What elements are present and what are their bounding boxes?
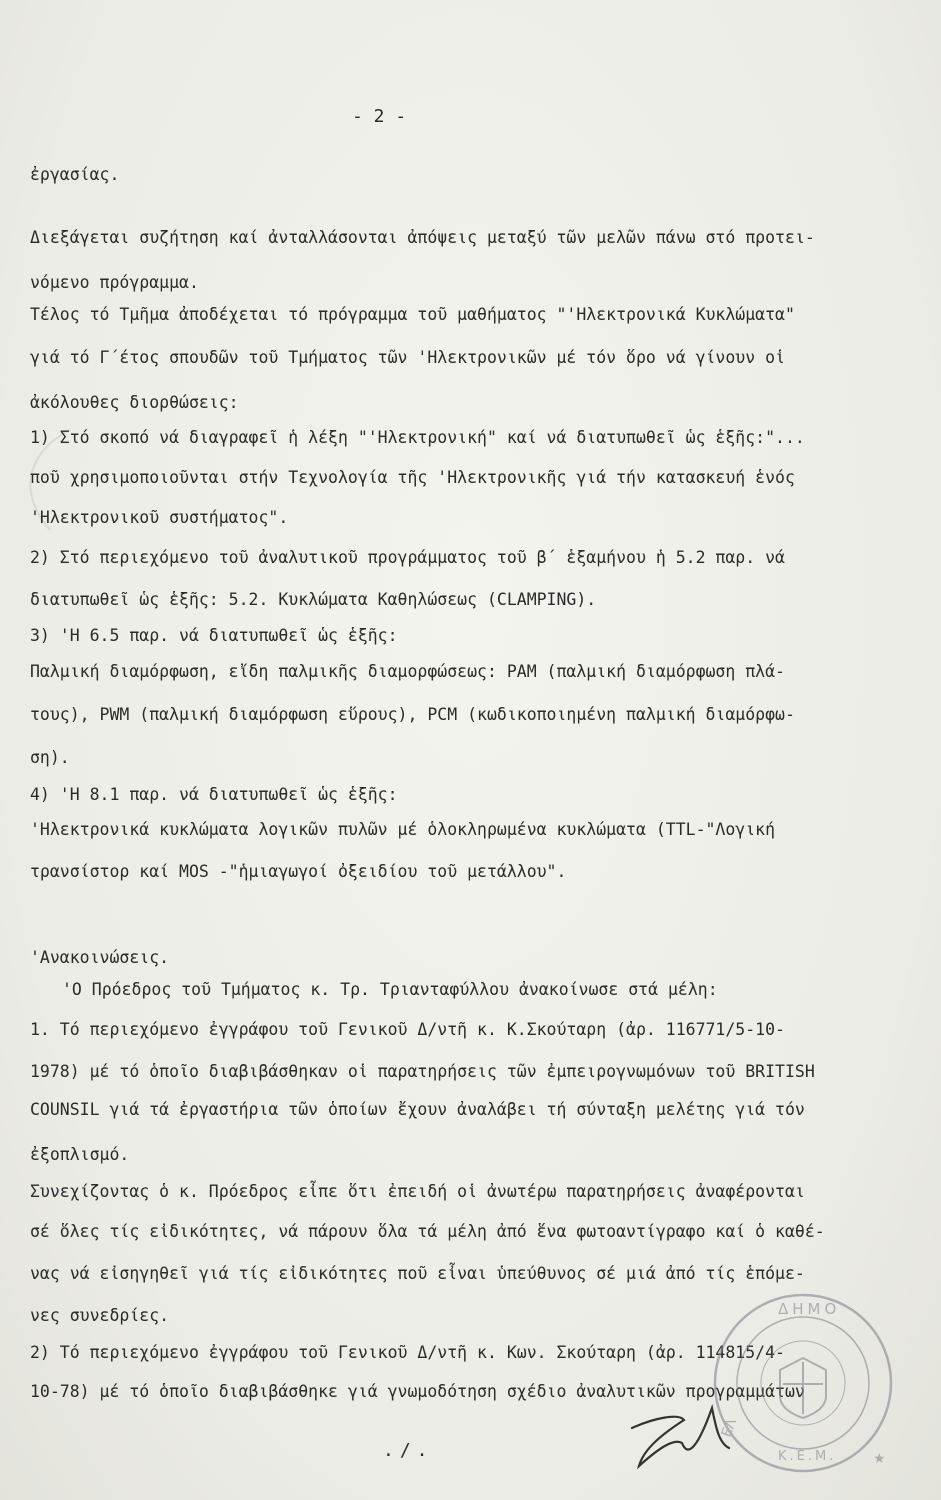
document-page: - 2 - ἐργασίας. Διεξάγεται συζήτηση καί ἀνταλλάσονται ἀπόψεις μεταξύ τῶν μελῶν πάνω στό προτει- νόμενο πρόγραμμα. Τέλος τό Τμῆμα ἀποδέχεται τό πρόγραμμα τοῦ μαθήματος "'Ηλεκτρονικά Κυκλώματα" γιά τό Γ΄έτος σπουδῶν τοῦ Τμήματος τῶν 'Ηλεκτρονικῶν μέ τόν ὅρο νά γίνουν οἱ ἀκόλουθες διορθώσεις: 1) Στό σκοπό νά διαγραφεῖ ἡ λέξη "'Ηλεκτρονική" καί νά διατυπωθεῖ ὡς ἑξῆς:"... ποῦ χρησιμοποιοῦνται στήν Τεχνολογία τῆς 'Ηλεκτρονικῆς γιά τήν κατασκευή ἑνός 'Ηλεκτρονικοῦ συστήματος". 2) Στό περιεχόμενο τοῦ ἀναλυτικοῦ προγράμματος τοῦ β΄ ἑξαμήνου ἡ 5.2 παρ. νά διατυπωθεῖ ὡς ἑξῆς: 5.2. Κυκλώματα Καθηλώσεως (CLAMPING). 3) 'Η 6.5 παρ. νά διατυπωθεῖ ὡς ἑξῆς: Παλμική διαμόρφωση, εἴδη παλμικῆς διαμορφώσεως: PAM (παλμική διαμόρφωση πλά- τους), PWM (παλμική διαμόρφωση εὕρους), PCM (κωδικοποιημένη παλμική διαμόρφω- ση). 4) 'Η 8.1 παρ. νά διατυπωθεῖ ὡς ἑξῆς: 'Ηλεκτρονικά κυκλώματα λογικῶν πυλῶν μέ ὁλοκληρωμένα κυκλώματα (TTL-"Λογική τρανσίστορ καί MOS -"ἡμιαγωγοί ὀξειδίου τοῦ μετάλλου". 'Ανακοινώσεις. 'Ο Πρόεδρος τοῦ Τμήματος κ. Τρ. Τριανταφύλλου ἀνακοίνωσε στά μέλη: 1. Τό περιεχόμενο ἐγγράφου τοῦ Γενικοῦ Δ/ντῆ κ. Κ.Σκούταρη (ἀρ. 116771/5-10- 1978) μέ τό ὁποῖο διαβιβάσθηκαν οἱ παρατηρήσεις τῶν ἐμπειρογνωμόνων τοῦ BRITISH COUNSIL γιά τά ἐργαστήρια τῶν ὁποίων ἔχουν ἀναλάβει τή σύνταξη μελέτης γιά τόν ἐξοπλισμό. Συνεχίζοντας ὁ κ. Πρόεδρος εἶπε ὅτι ἐπειδή οἱ ἀνωτέρω παρατηρήσεις ἀναφέρονται σέ ὅλες τίς εἰδικότητες, νά πάρουν ὅλα τά μέλη ἀπό ἕνα φωτοαντίγραφο καί ὁ καθέ- νας νά εἰσηγηθεῖ γιά τίς εἰδικότητες ποῦ εἶναι ὑπεύθυνος σέ μιά ἀπό τίς ἑπόμε- νες συνεδρίες. 2) Τό περιεχόμενο ἐγγράφου τοῦ Γενικοῦ Δ/ντῆ κ. Κων. Σκούταρη (ἀρ. 114815/4- 10-78) μέ τό ὁποῖο διαβιβάσθηκε γιά γνωμοδότηση σχέδιο ἀναλυτικῶν προγραμμάτων ΔΗΜΟ ΕΛ Κ.Ε.Μ. ★ ./. xyxy=(0,0,941,1500)
official-stamp xyxy=(708,1288,898,1478)
svg-text:★: ★ xyxy=(873,1451,886,1467)
page-number: - 2 - xyxy=(352,106,407,127)
handwritten-signature xyxy=(624,1388,734,1478)
stamp-top-text: ΔΗΜΟ xyxy=(778,1300,841,1318)
stamp-side-text: ΕΛ xyxy=(718,1416,741,1440)
stamp-bottom-text: Κ.Ε.Μ. xyxy=(778,1449,837,1464)
continuation-mark: ./. xyxy=(383,1440,434,1461)
